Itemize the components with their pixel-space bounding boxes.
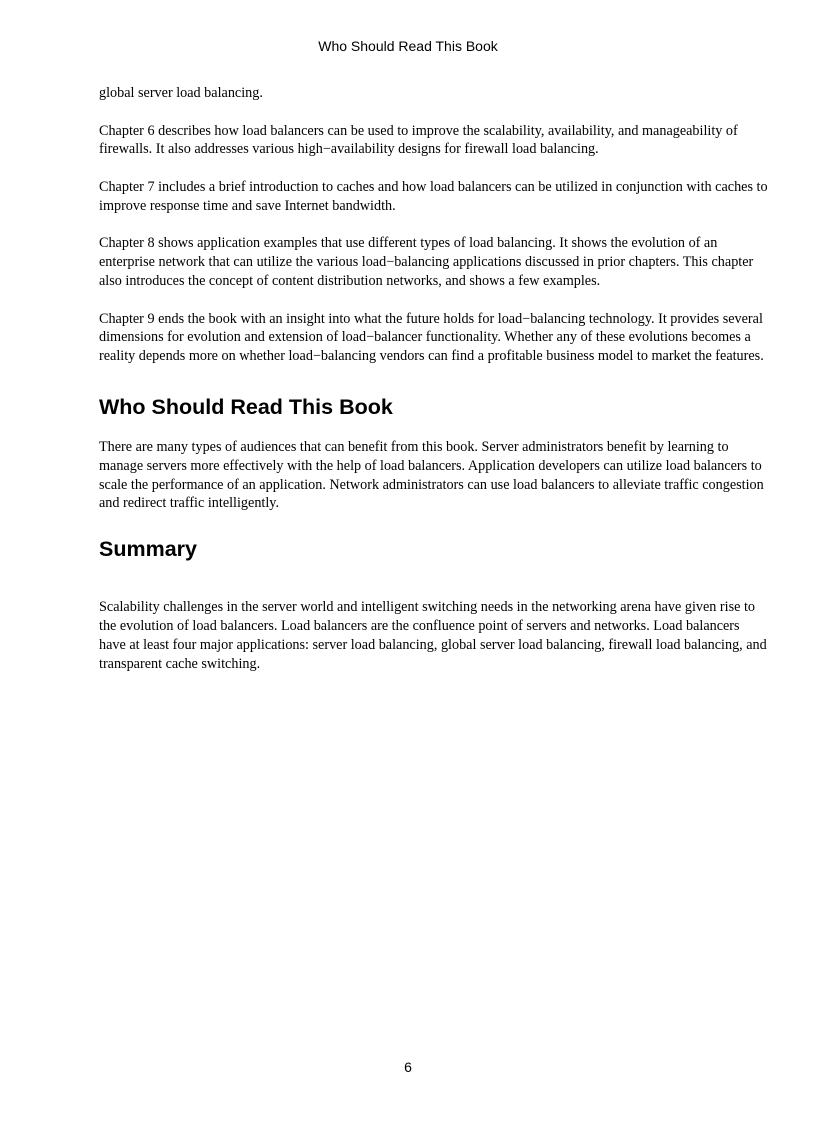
paragraph-chapter-8: Chapter 8 shows application examples that use different types of load balancing. It shows the evolution of an enterprise network that can utilize the various load−balancing applications discussed in prior chapters. This chapter also introduces the concept of content distribution networks, and shows a few examples. <box>99 235 754 289</box>
page-number: 6 <box>404 1059 412 1075</box>
paragraph-chapter-9: Chapter 9 ends the book with an insight into what the future holds for load−balancing technology. It provides several dimensions for evolution and extension of load−balancer functionality. Whether any of these evolutions becomes a reality depends more on whether load−balancing vendors can find a profitable business model to market the features. <box>99 310 764 365</box>
running-header: Who Should Read This Book <box>318 38 498 54</box>
paragraph-chapter-6: Chapter 6 describes how load balancers can be used to improve the scalability, availability, and manageability of firewalls. It also addresses various high−availability designs for firewall load balancing. <box>99 122 738 158</box>
paragraph-chapter-7: Chapter 7 includes a brief introduction to caches and how load balancers can be utilized in conjunction with caches to improve response time and save Internet bandwidth. <box>99 178 768 214</box>
page-body <box>99 84 769 692</box>
paragraph-continuation: global server load balancing. <box>99 85 263 101</box>
paragraph-audience: There are many types of audiences that can benefit from this book. Server administrators benefit by learning to manage servers more effectively with the help of load balancers. Application developers can utilize load balancers to scale the performance of an application. Network administrators can use load balancers to alleviate traffic congestion and redirect traffic intelligently. <box>99 438 764 512</box>
section-heading-who-should-read: Who Should Read This Book <box>99 394 393 419</box>
paragraph-summary: Scalability challenges in the server world and intelligent switching needs in the networking arena have given rise to the evolution of load balancers. Load balancers are the confluence point of servers and networks. Load balancers have at least four major applications: server load balancing, global server load balancing, firewall load balancing, and transparent cache switching. <box>99 599 767 672</box>
section-heading-summary: Summary <box>99 537 197 562</box>
